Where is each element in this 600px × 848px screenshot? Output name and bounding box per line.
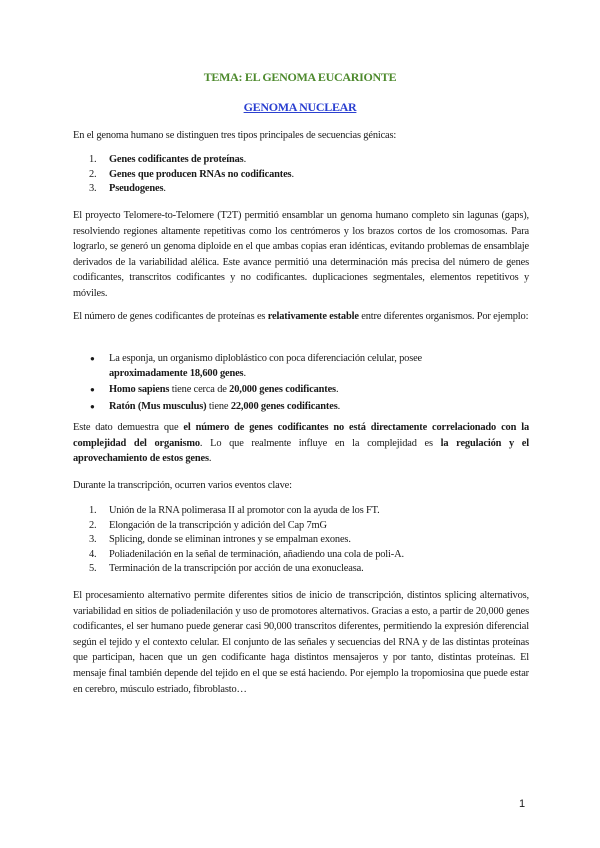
list-number: 3. [89, 534, 97, 546]
list-item: ● Homo sapiens tiene cerca de 20,000 genes codificantes. [73, 383, 529, 398]
intro-paragraph: En el genoma humano se distinguen tres tipos principales de secuencias génicas: [73, 130, 397, 141]
transcription-events-list [73, 504, 529, 577]
t2t-paragraph: El proyecto Telomere-to-Telomere (T2T) permitió ensamblar un genoma humano completo sin lagunas (gaps), resolviendo regiones altamente repetitivas como los centrómeros y los brazos cortos de los cromosomas. Para lograrlo, se generó un genoma diploide en el que ambas copias eran idénticas, evitando problemas de ensamblaje derivados de la variabilidad alélica. Este avance permitió una determinación más precisa del número de genes codificantes, transcritos codificantes y no codificantes. duplicaciones segmentales, elementos repetitivos y móviles. [73, 210, 529, 299]
list-item [73, 504, 529, 519]
list-number: 1. [89, 505, 97, 516]
list-item-text: Elongación de la transcripción y adición del Cap 7mG [109, 519, 327, 531]
list-item: 3. Pseudogenes. [73, 182, 529, 197]
list-item: 2. Genes que producen RNAs no codificantes. [73, 168, 529, 183]
transcription-intro: Durante la transcripción, ocurren varios eventos clave: [73, 480, 292, 491]
list-number: 1. [89, 154, 97, 165]
list-number: 4. [89, 548, 97, 560]
complexity-paragraph: Este dato demuestra que el número de genes codificantes no está directamente correlacionado con la complejidad del organismo. Lo que realmente influye en la complejidad es la regulación y el aprovechamiento de estos genes. [73, 422, 529, 465]
list-item-text: Genes que producen RNAs no codificantes [109, 168, 292, 180]
sequence-types-list [73, 153, 529, 197]
list-item [73, 519, 529, 534]
document-title: TEMA: EL GENOMA EUCARIONTE [203, 70, 397, 84]
list-item-text: Genes codificantes de proteínas [109, 154, 244, 165]
list-item-text: Splicing, donde se eliminan intrones y se empalman exones. [109, 534, 351, 546]
list-item [73, 562, 529, 577]
list-item-text: Pseudogenes [109, 183, 164, 195]
list-item-text: Terminación de la transcripción por acción de una exonucleasa. [109, 563, 364, 575]
list-item-text: Unión de la RNA polimerasa II al promotor con la ayuda de los FT. [109, 505, 380, 516]
page-number: 1 [519, 798, 526, 810]
bullet-icon: ● [90, 354, 95, 363]
stable-paragraph: El número de genes codificantes de proteínas es relativamente estable entre diferentes organismos. Por ejemplo: [73, 311, 529, 322]
section-title: GENOMA NUCLEAR [243, 100, 357, 114]
list-number: 2. [89, 168, 97, 180]
organism-examples-list [73, 352, 529, 414]
list-number: 3. [89, 183, 97, 195]
list-item: ● Ratón (Mus musculus) tiene 22,000 genes codificantes. [73, 400, 529, 415]
list-item [73, 548, 529, 563]
list-number: 5. [89, 563, 97, 575]
bullet-icon: ● [90, 385, 95, 395]
list-item [73, 533, 529, 548]
list-item-text: Poliadenilación en la señal de terminación, añadiendo una cola de poli-A. [109, 548, 404, 560]
bullet-icon: ● [90, 401, 95, 411]
alt-processing-paragraph: El procesamiento alternativo permite diferentes sitios de inicio de transcripción, distintos splicing alternativos, variabilidad en sitios de poliadenilación y uso de promotores alternativos. Gracias a esto, a partir de 20,000 genes codificantes, el ser humano puede generar casi 90,000 transcritos diferentes, permitiendo la expresión diferencial según el tejido y el contexto celular. El conjunto de las señales y secuencias del RNA y de las distintas proteínas que participan, hacen que un gen codificante haga distintos mensajeros y por tanto, distintas proteínas. El mensaje final también depende del tejido en el que se está haciendo. Por ejemplo la tropomiosina que puede estar en cerebro, músculo estriado, fibroblasto… [73, 590, 529, 695]
list-item: 1. Genes codificantes de proteínas. [73, 153, 529, 168]
list-number: 2. [89, 519, 97, 531]
list-item: ● La esponja, un organismo diploblástico con poca diferenciación celular, posee aproximadamente 18,600 genes. [90, 353, 423, 379]
